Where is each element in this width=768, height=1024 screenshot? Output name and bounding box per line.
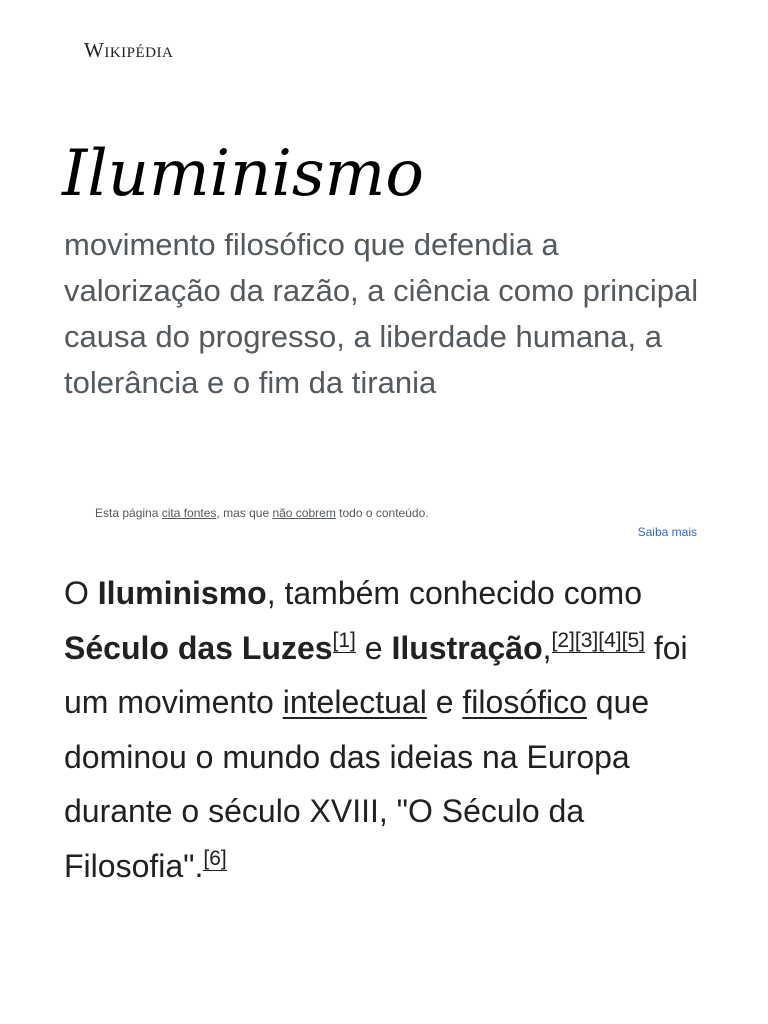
lead-text: foi um movimento	[64, 629, 688, 720]
not-cover-link[interactable]: não cobrem	[272, 506, 336, 520]
cites-sources-link[interactable]: cita fontes	[161, 506, 217, 520]
learn-more-link[interactable]: Saiba mais	[637, 525, 697, 539]
lead-bold-term: Século das Luzes	[64, 629, 333, 666]
page-description: movimento filosófico que defendia a valorização da razão, a ciência como principal causa do progresso, a liberdade humana, a tolerância e o fim da tirania	[64, 227, 699, 400]
lead-text: ,	[542, 629, 552, 666]
sources-notice	[95, 506, 429, 520]
lead-bold-term: Ilustração	[391, 629, 543, 666]
philosophical-link[interactable]: filosófico	[462, 684, 587, 720]
wikipedia-logo[interactable]: Wikipédia	[84, 38, 174, 62]
notice-text-middle: , mas que	[216, 506, 273, 520]
notice-text-suffix: todo o conteúdo.	[335, 506, 429, 520]
reference-link[interactable]: [5]	[621, 628, 645, 652]
lead-text: e	[355, 629, 392, 666]
reference-link[interactable]: [3]	[574, 628, 599, 652]
reference-link[interactable]: [4]	[598, 628, 622, 652]
intellectual-link[interactable]: intelectual	[282, 684, 427, 720]
lead-text: O	[64, 575, 98, 611]
lead-text: , também conhecido como	[266, 575, 642, 611]
lead-bold-term: Iluminismo	[97, 575, 267, 611]
reference-link[interactable]: [1]	[332, 628, 356, 652]
page-title: Iluminismo	[62, 137, 424, 211]
lead-text: e	[426, 684, 463, 720]
reference-link[interactable]: [2]	[551, 628, 575, 652]
lead-text: que dominou o mundo das ideias na Europa durante o século XVIII, "O Século da Filosofia".	[64, 684, 650, 884]
reference-link[interactable]: [6]	[203, 846, 227, 870]
notice-text-prefix: Esta página	[95, 506, 162, 520]
lead-paragraph	[64, 566, 724, 893]
